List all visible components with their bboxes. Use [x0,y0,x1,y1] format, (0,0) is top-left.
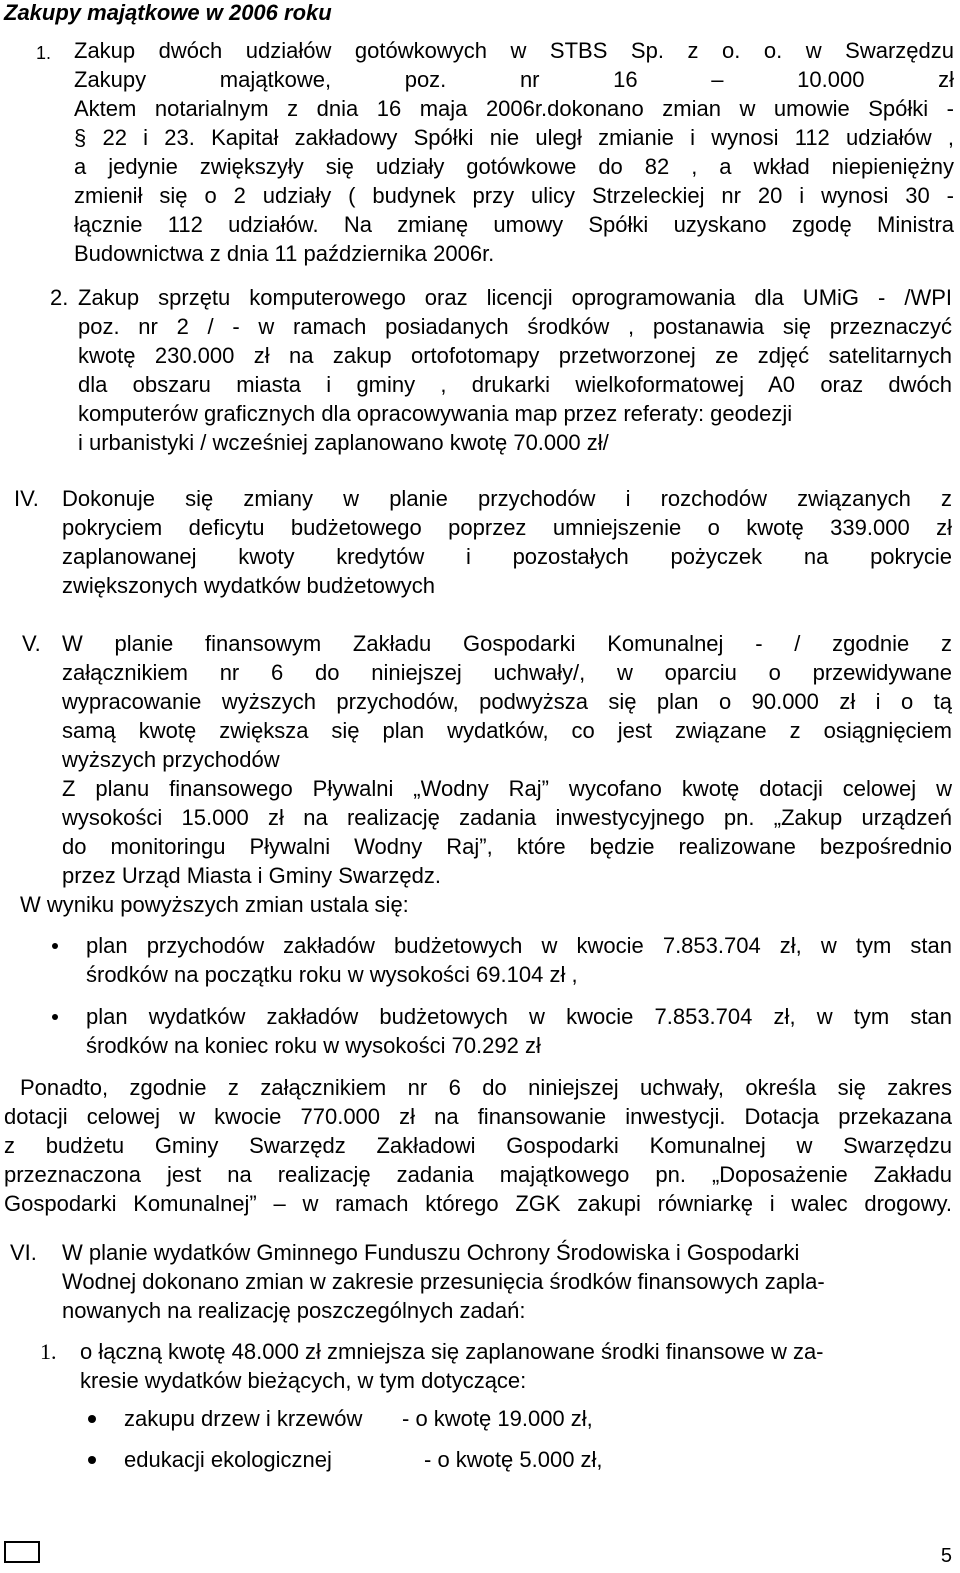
bullet-line: plan przychodów zakładów budżetowych w kwocie 7.853.704 zł, w tym stan [86,933,952,958]
bullet-label: edukacji ekologicznej [124,1447,332,1472]
text-line: zwiększonych wydatków budżetowych [62,573,435,598]
text-line: Budownictwa z dnia 11 października 2006r. [74,241,495,266]
bullet-line: plan wydatków zakładów budżetowych w kwocie 7.853.704 zł, w tym stan [86,1004,952,1029]
text-line: i urbanistyki / wcześniej zaplanowano kwotę 70.000 zł/ [78,430,609,455]
text-line: przeznaczona jest na realizację zadania majątkowego pn. „Doposażenie Zakładu [4,1162,952,1187]
text-line: nowanych na realizację poszczególnych zadań: [62,1298,526,1323]
text-line: kwotę 230.000 zł na zakup ortofotomapy przetworzonej ze zdjęć satelitarnych [78,343,952,368]
text-line: § 22 i 23. Kapitał zakładowy Spółki nie uległ zmianie i wynosi 112 udziałów , [74,125,954,150]
text-line: W planie wydatków Gminnego Funduszu Ochrony Środowiska i Gospodarki [62,1240,800,1265]
text-line: Zakup sprzętu komputerowego oraz licencji oprogramowania dla UMiG - /WPI [78,285,952,310]
section-number: IV. [14,486,39,511]
bullet-icon [88,1456,96,1464]
section-heading: Zakupy majątkowe w 2006 roku [4,0,332,25]
bullet-icon [88,1415,96,1423]
text-line: Zakupy majątkowe, poz. nr 16 – 10.000 zł [74,67,954,92]
text-line: zaplanowanej kwoty kredytów i pozostałych pożyczek na pokrycie [62,544,952,569]
item-number: 1. [36,43,52,63]
bullet-line: środków na koniec roku w wysokości 70.292 zł [86,1033,541,1058]
text-line: Ponadto, zgodnie z załącznikiem nr 6 do niniejszej uchwały, określa się zakres [20,1075,952,1100]
text-line: Wodnej dokonano zmian w zakresie przesunięcia środków finansowych zapla- [62,1269,825,1294]
section-number: VI. [10,1240,37,1265]
text-line: komputerów graficznych dla opracowywania map przez referaty: geodezji [78,401,793,426]
bullet-amount: - o kwotę 5.000 zł, [424,1447,603,1472]
text-line: o łączną kwotę 48.000 zł zmniejsza się zaplanowane środki finansowe w za- [80,1339,824,1364]
text-line: Z planu finansowego Pływalni „Wodny Raj” wycofano kwotę dotacji celowej w [62,776,952,801]
text-line: wysokości 15.000 zł na realizację zadania inwestycyjnego pn. „Zakup urządzeń [62,805,952,830]
result-intro: W wyniku powyższych zmian ustala się: [20,892,409,917]
text-line: zmienił się o 2 udziały ( budynek przy ulicy Strzeleckiej nr 20 i wynosi 30 - [74,183,954,208]
bullet-label: zakupu drzew i krzewów [124,1406,363,1431]
text-line: dla obszaru miasta i gminy , drukarki wielkoformatowej A0 oraz dwóch [78,372,952,397]
text-line: pokryciem deficytu budżetowego poprzez umniejszenie o kwotę 339.000 zł [62,515,952,540]
text-line: Zakup dwóch udziałów gotówkowych w STBS Sp. z o. o. w Swarzędzu [74,38,954,63]
text-line: wypracowanie wyższych przychodów, podwyższa się plan o 90.000 zł i o tą [62,689,952,714]
text-line: a jedynie zwiększyły się udziały gotówkowe do 82 , a wkład niepieniężny [74,154,954,179]
text-line: Gospodarki Komunalnej” – w ramach którego ZGK zakupi równiarkę i walec drogowy. [4,1191,952,1216]
footer-box [4,1541,40,1563]
bullet-line: środków na początku roku w wysokości 69.104 zł , [86,962,578,987]
text-line: kresie wydatków bieżących, w tym dotyczące: [80,1368,527,1393]
text-line: W planie finansowym Zakładu Gospodarki Komunalnej - / zgodnie z [62,631,952,656]
text-line: Dokonuje się zmiany w planie przychodów i rozchodów związanych z [62,486,952,511]
text-line: dotacji celowej w kwocie 770.000 zł na finansowanie inwestycji. Dotacja przekazana [4,1104,952,1129]
text-line: wyższych przychodów [62,747,280,772]
text-line: poz. nr 2 / - w ramach posiadanych środków , postanawia się przeznaczyć [78,314,952,339]
text-line: Aktem notarialnym z dnia 16 maja 2006r.dokonano zmian w umowie Spółki - [74,96,954,121]
page-number: 5 [940,1545,952,1567]
text-line: załącznikiem nr 6 do niniejszej uchwały/, w oparciu o przewidywane [62,660,952,685]
bullet-amount: - o kwotę 19.000 zł, [402,1406,593,1431]
text-line: przez Urząd Miasta i Gminy Swarzędz. [62,863,441,888]
bullet-icon [52,943,58,949]
bullet-icon [52,1014,58,1020]
sub-item-number: 1. [40,1339,57,1364]
text-line: łącznie 112 udziałów. Na zmianę umowy Spółki uzyskano zgodę Ministra [74,212,954,237]
section-number: V. [22,631,41,656]
item-number: 2. [50,285,69,310]
text-line: samą kwotę zwiększa się plan wydatków, co jest związane z osiągnięciem [62,718,952,743]
text-line: z budżetu Gminy Swarzędz Zakładowi Gospodarki Komunalnej w Swarzędzu [4,1133,952,1158]
text-line: do monitoringu Pływalni Wodny Raj”, które będzie realizowane bezpośrednio [62,834,952,859]
